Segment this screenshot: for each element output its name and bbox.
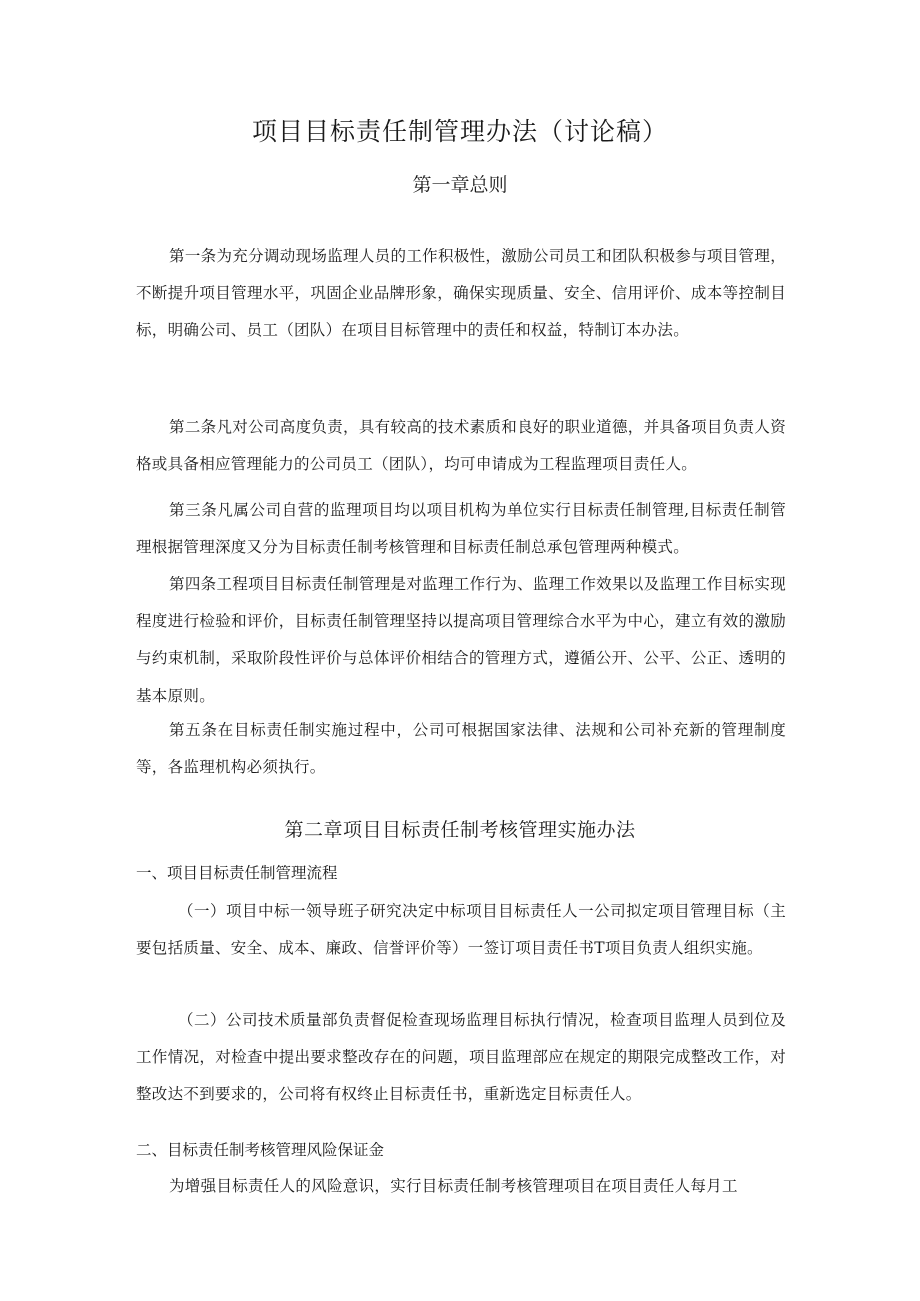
- document-title: 项目目标责任制管理办法（讨论稿）: [251, 117, 668, 146]
- article-4-paragraph: 第四条工程项目目标责任制管理是对监理工作行为、监理工作效果以及监理工作目标实现程度进行检验和评价，目标责任制管理坚持以提高项目管理综合水平为中心，建立有效的激励与约束机制，采取阶段性评价与总体评价相结合的管理方式，遵循公开、公平、公正、透明的基本原则。: [136, 575, 786, 705]
- section-1-item-2-paragraph: （二）公司技术质量部负责督促检查现场监理目标执行情况，检查项目监理人员到位及工作情况，对检查中提出要求整改存在的问题，项目监理部应在规定的期限完成整改工作，对整改达不到要求的，公司将有权终止目标责任书，重新选定目标责任人。: [136, 1011, 786, 1104]
- section-2-paragraph: 为增强目标责任人的风险意识，实行目标责任制考核管理项目在项目责任人每月工: [169, 1177, 738, 1195]
- chapter-1-heading: 第一章总则: [412, 174, 508, 196]
- section-1-heading: 一、项目目标责任制管理流程: [136, 864, 338, 882]
- section-2-heading: 二、目标责任制考核管理风险保证金: [136, 1141, 385, 1159]
- chapter-2-heading: 第二章项目目标责任制考核管理实施办法: [284, 819, 636, 841]
- article-1-paragraph: 第一条为充分调动现场监理人员的工作积极性，激励公司员工和团队积极参与项目管理，不断提升项目管理水平，巩固企业品牌形象，确保实现质量、安全、信用评价、成本等控制目标，明确公司、员工（团队）在项目目标管理中的责任和权益，特制订本办法。: [136, 247, 786, 340]
- section-1-item-1-paragraph: （一）项目中标一领导班子研究决定中标项目目标责任人一公司拟定项目管理目标（主要包括质量、安全、成本、廉政、信誉评价等）一签订项目责任书T项目负责人组织实施。: [136, 902, 786, 958]
- article-3-paragraph: 第三条凡属公司自营的监理项目均以项目机构为单位实行目标责任制管理,目标责任制管理根据管理深度又分为目标责任制考核管理和目标责任制总承包管理两种模式。: [136, 501, 786, 557]
- article-5-paragraph: 第五条在目标责任制实施过程中，公司可根据国家法律、法规和公司补充新的管理制度等，各监理机构必须执行。: [136, 721, 786, 777]
- article-2-paragraph: 第二条凡对公司高度负责，具有较高的技术素质和良好的职业道德，并具备项目负责人资格或具备相应管理能力的公司员工（团队），均可申请成为工程监理项目责任人。: [136, 418, 786, 474]
